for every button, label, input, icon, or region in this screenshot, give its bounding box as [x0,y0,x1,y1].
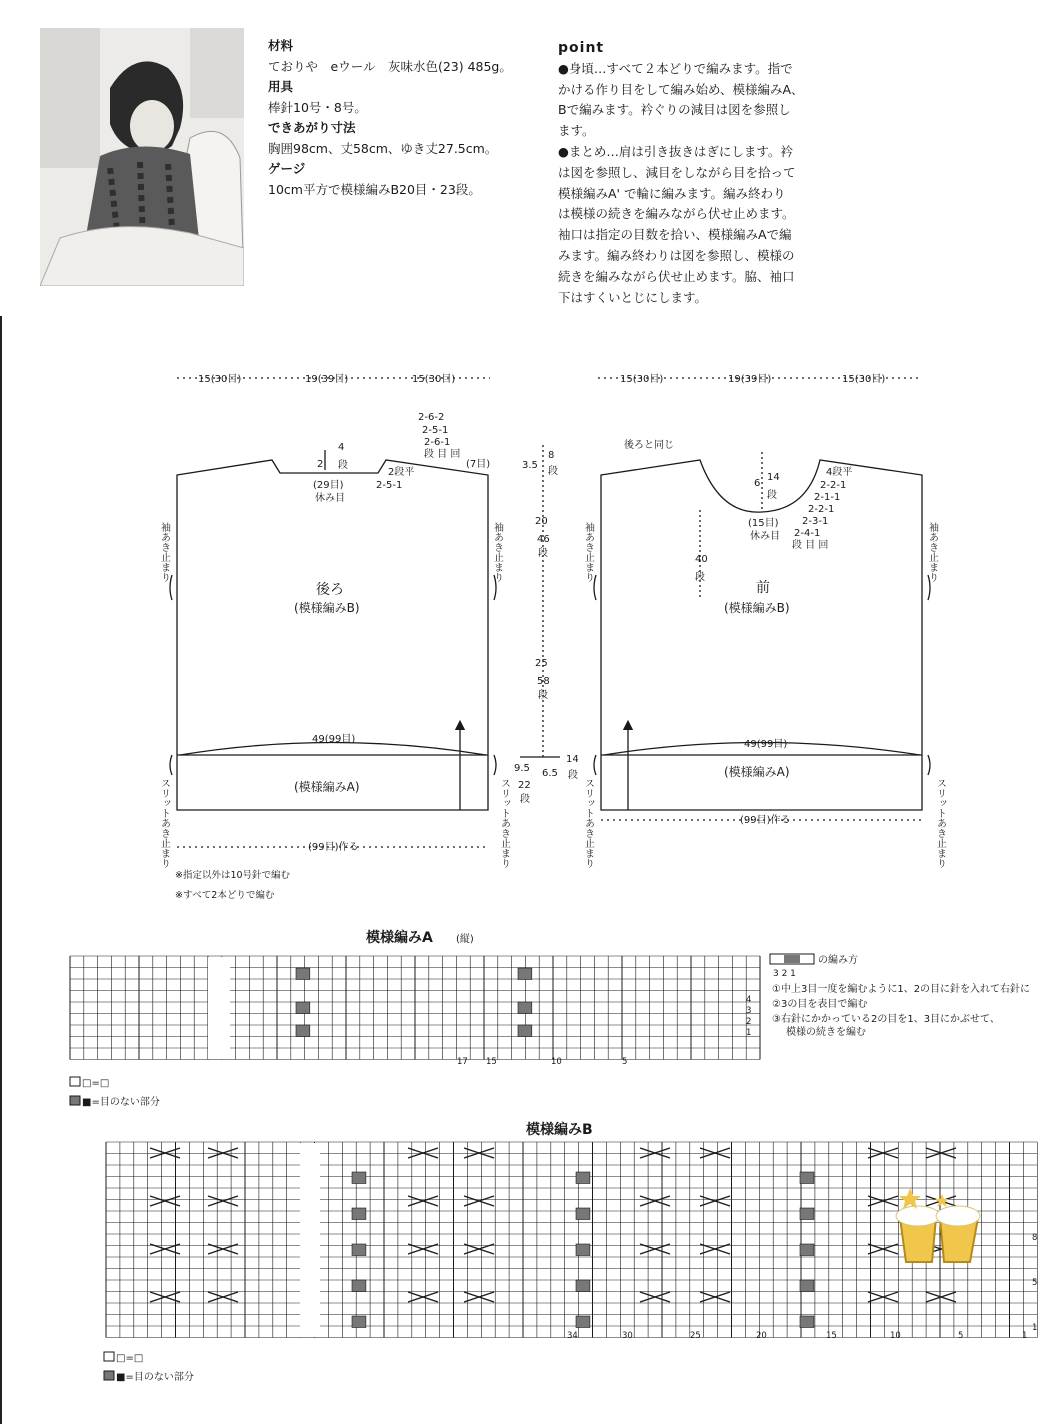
point-line: Bで編みます。衿ぐりの減目は図を参照し [558,102,791,118]
back-dim-left: 15(30目) [198,374,242,385]
front-border: (模様編みA) [724,765,790,779]
back-neck-dec-2: 2-5-1 [422,425,449,436]
mid-border-unit: 段 [568,770,578,781]
back-slit-label-right: スリットあき止まり [498,778,510,868]
cable-step-4: 模様の続きを編む [786,1027,866,1038]
chart-a-row-1: 1 [746,1028,752,1038]
chart-a-legend-none: ■=目のない部分 [82,1097,160,1108]
chart-a-row-4: 4 [746,995,752,1005]
back-cast-on: (99目)作る [308,842,359,853]
front-body-rows-unit: 段 [695,572,705,583]
chart-b-col-10: 10 [890,1331,901,1341]
back-armhole-label-left: 袖あき止まり [158,522,170,582]
front-neck-center: (15目) [748,518,779,529]
front-neck-depth: 6 [754,478,761,489]
legend-none-icon [70,1096,80,1105]
mid-armhole-unit: 段 [538,548,548,559]
chart-a-col-10: 10 [551,1057,562,1067]
chart-b-col-15: 15 [826,1331,837,1341]
materials-heading: 材料 [268,38,294,53]
point-line: は模様の続きを編みながら伏せ止めます。 [558,206,795,222]
chart-b-col-30: 30 [622,1331,633,1341]
back-neck-dec-3: 2-6-1 [424,437,451,448]
point-line: 下はすくいとじにします。 [558,289,708,305]
mid-shoulder: 3.5 [522,460,538,471]
chart-a-subtitle: (縦) [456,934,474,945]
front-body-rows: 40 [695,554,708,565]
point-block [558,38,838,308]
front-neck-rows-unit: 段 [767,490,777,501]
note-needles: ※指定以外は10号針で編む [175,870,291,881]
front-neck-rows: 14 [767,472,780,483]
front-armhole-label-left: 袖あき止まり [582,522,594,582]
cable-legend [770,953,1030,1038]
front-dim-center: 19(39目) [728,374,772,385]
front-neck-dec-2: 2-2-1 [820,480,847,491]
front-cast-on: (99目)作る [740,815,791,826]
chart-b-col-5: 5 [958,1331,964,1341]
front-pattern: (模様編みB) [724,601,790,615]
front-slit-label-right: スリットあき止まり [934,778,946,868]
chart-b-col-20: 20 [756,1331,767,1341]
mid-body: 25 [535,658,548,669]
chart-b-col-1: 1 [1022,1331,1028,1341]
gauge-text: 10cm平方で模様編みB20目・23段。 [268,181,481,197]
back-neck-side-dec: 2-5-1 [376,480,403,491]
back-dim-center: 19(39目) [305,374,349,385]
back-neck-rows: 4 [338,442,345,453]
cable-nums: 3 2 1 [773,969,796,979]
front-slit-label-left: スリットあき止まり [582,778,594,868]
front-armhole-label-right: 袖あき止まり [926,522,938,582]
chart-a-title: 模様編みA [366,930,433,946]
chart-b-title: 模様編みB [526,1122,593,1138]
back-slit-label-left: スリットあき止まり [158,778,170,868]
front-neck-dec-unit: 段 目 回 [792,540,829,551]
front-title: 前 [756,580,770,596]
chart-a-col-17: 17 [457,1057,468,1067]
front-neck-dec-1: 4段平 [826,467,853,478]
back-neck-side-step: 2段平 [388,467,415,478]
mid-body-unit: 段 [538,690,548,701]
back-neck-rows-unit: 段 [338,460,348,471]
point-title: point [558,40,605,56]
front-dim-left: 15(30目) [620,374,664,385]
back-neck-dec-1: 2-6-2 [418,412,445,423]
tools-heading: 用具 [268,79,294,94]
front-outline [601,460,922,810]
needles-text: 棒針10号・8号。 [268,99,367,115]
chart-b-row-8: 8 [1032,1233,1038,1243]
gauge-heading: ゲージ [268,161,306,176]
point-line: ●身頃…すべて２本どりで編みます。指で [558,60,793,76]
mid-shoulder-rows: 8 [548,450,555,461]
point-line: かける作り目をして編み始め、模様編みA、 [558,81,804,97]
size-text: 胸囲98cm、丈58cm、ゆき丈27.5cm。 [268,140,498,156]
back-dim-right: 15(30目) [412,374,456,385]
mid-slit-rows: 22 [518,780,531,791]
back-title: 後ろ [316,582,344,598]
beer-mugs-icon [896,1188,980,1262]
photo-illustration [40,28,244,286]
cable-step-3: ③右針にかかっている2の目を1、3目にかぶせて、 [772,1014,1000,1025]
mid-armhole-rows: 46 [537,534,550,545]
chart-b-legend-none: ■=目のない部分 [116,1372,194,1383]
garment-diagram [0,330,1048,910]
chart-b-col-25: 25 [690,1331,701,1341]
mid-border-rows: 14 [566,754,579,765]
mid-shoulder-unit: 段 [548,466,558,477]
chart-b-grid [106,1142,1037,1338]
front-neck-center-label: 休み目 [750,531,780,542]
chart-a-row-2: 2 [746,1017,752,1027]
mid-slit: 9.5 [514,763,530,774]
point-line: は図を参照し、減目をしながら目を拾って [558,164,796,180]
point-line: 袖口は指定の目数を拾い、模様編みAで編 [558,227,792,243]
cable-step-1: ①中上3目一度を編むように1、2の目に針を入れて右針に [772,984,1031,995]
mid-slit-unit: 段 [520,794,530,805]
point-line: 続きを編みながら伏せ止めます。脇、袖口 [558,268,795,284]
mid-border: 6.5 [542,768,558,779]
back-neck-depth: 2 [317,459,324,470]
back-armhole-label-right: 袖あき止まり [491,522,503,582]
front-neck-dec-4: 2-2-1 [808,504,835,515]
cable-step-2: ②3の目を表目で編む [772,999,868,1010]
chart-b-col-34: 34 [567,1331,578,1341]
chart-a-row-3: 3 [746,1006,752,1016]
chart-b-row-1: 1 [1032,1323,1038,1333]
back-neck-dec-unit: 段 目 回 [424,449,461,460]
back-neck-center: (29目) [313,480,344,491]
chart-b-row-5: 5 [1032,1278,1038,1288]
model-photo [40,28,244,286]
back-outline [177,459,491,810]
front-dim-right: 15(30目) [842,374,886,385]
front-neck-dec-3: 2-1-1 [814,492,841,503]
mid-armhole: 20 [535,516,548,527]
chart-b-legend-knit: □=□ [116,1353,144,1364]
legend-b-knit-icon [104,1352,114,1361]
front-neck-dec-5: 2-3-1 [802,516,829,527]
back-pattern: (模様編みB) [294,601,360,615]
yarn-text: ておりや eウール 灰味水色(23) 485g。 [268,58,512,74]
front-neck-dec-6: 2-4-1 [794,528,821,539]
materials-block [268,36,538,200]
chart-a-col-5: 5 [622,1057,628,1067]
chart-a-col-15: 15 [486,1057,497,1067]
size-heading: できあがり寸法 [268,120,356,135]
point-line: 模様編みA' で輪に編みます。編み終わり [558,185,786,201]
point-line: ●まとめ…肩は引き抜きはぎにします。衿 [558,143,793,159]
chart-a-legend-knit: □=□ [82,1078,110,1089]
note-double: ※すべて2本どりで編む [175,890,275,901]
back-slit-marks [170,755,496,775]
cable-title: の編み方 [818,955,858,966]
chart-a-grid [70,956,760,1060]
back-border: (模様編みA) [294,780,360,794]
back-width: 49(99目) [312,734,356,745]
cable-symbol-icon [784,955,800,963]
point-line: みます。編み終わりは図を参照し、模様の [558,247,795,263]
legend-b-none-icon [104,1371,114,1380]
mid-body-rows: 58 [537,676,550,687]
legend-knit-icon [70,1077,80,1086]
front-width: 49(99目) [744,739,788,750]
back-shoulder-rows: (7目) [466,459,491,470]
front-same-as-back: 後ろと同じ [624,440,674,451]
back-neck-center-label: 休み目 [315,493,345,504]
point-line: ます。 [558,123,595,139]
stitch-charts [0,920,1048,1420]
